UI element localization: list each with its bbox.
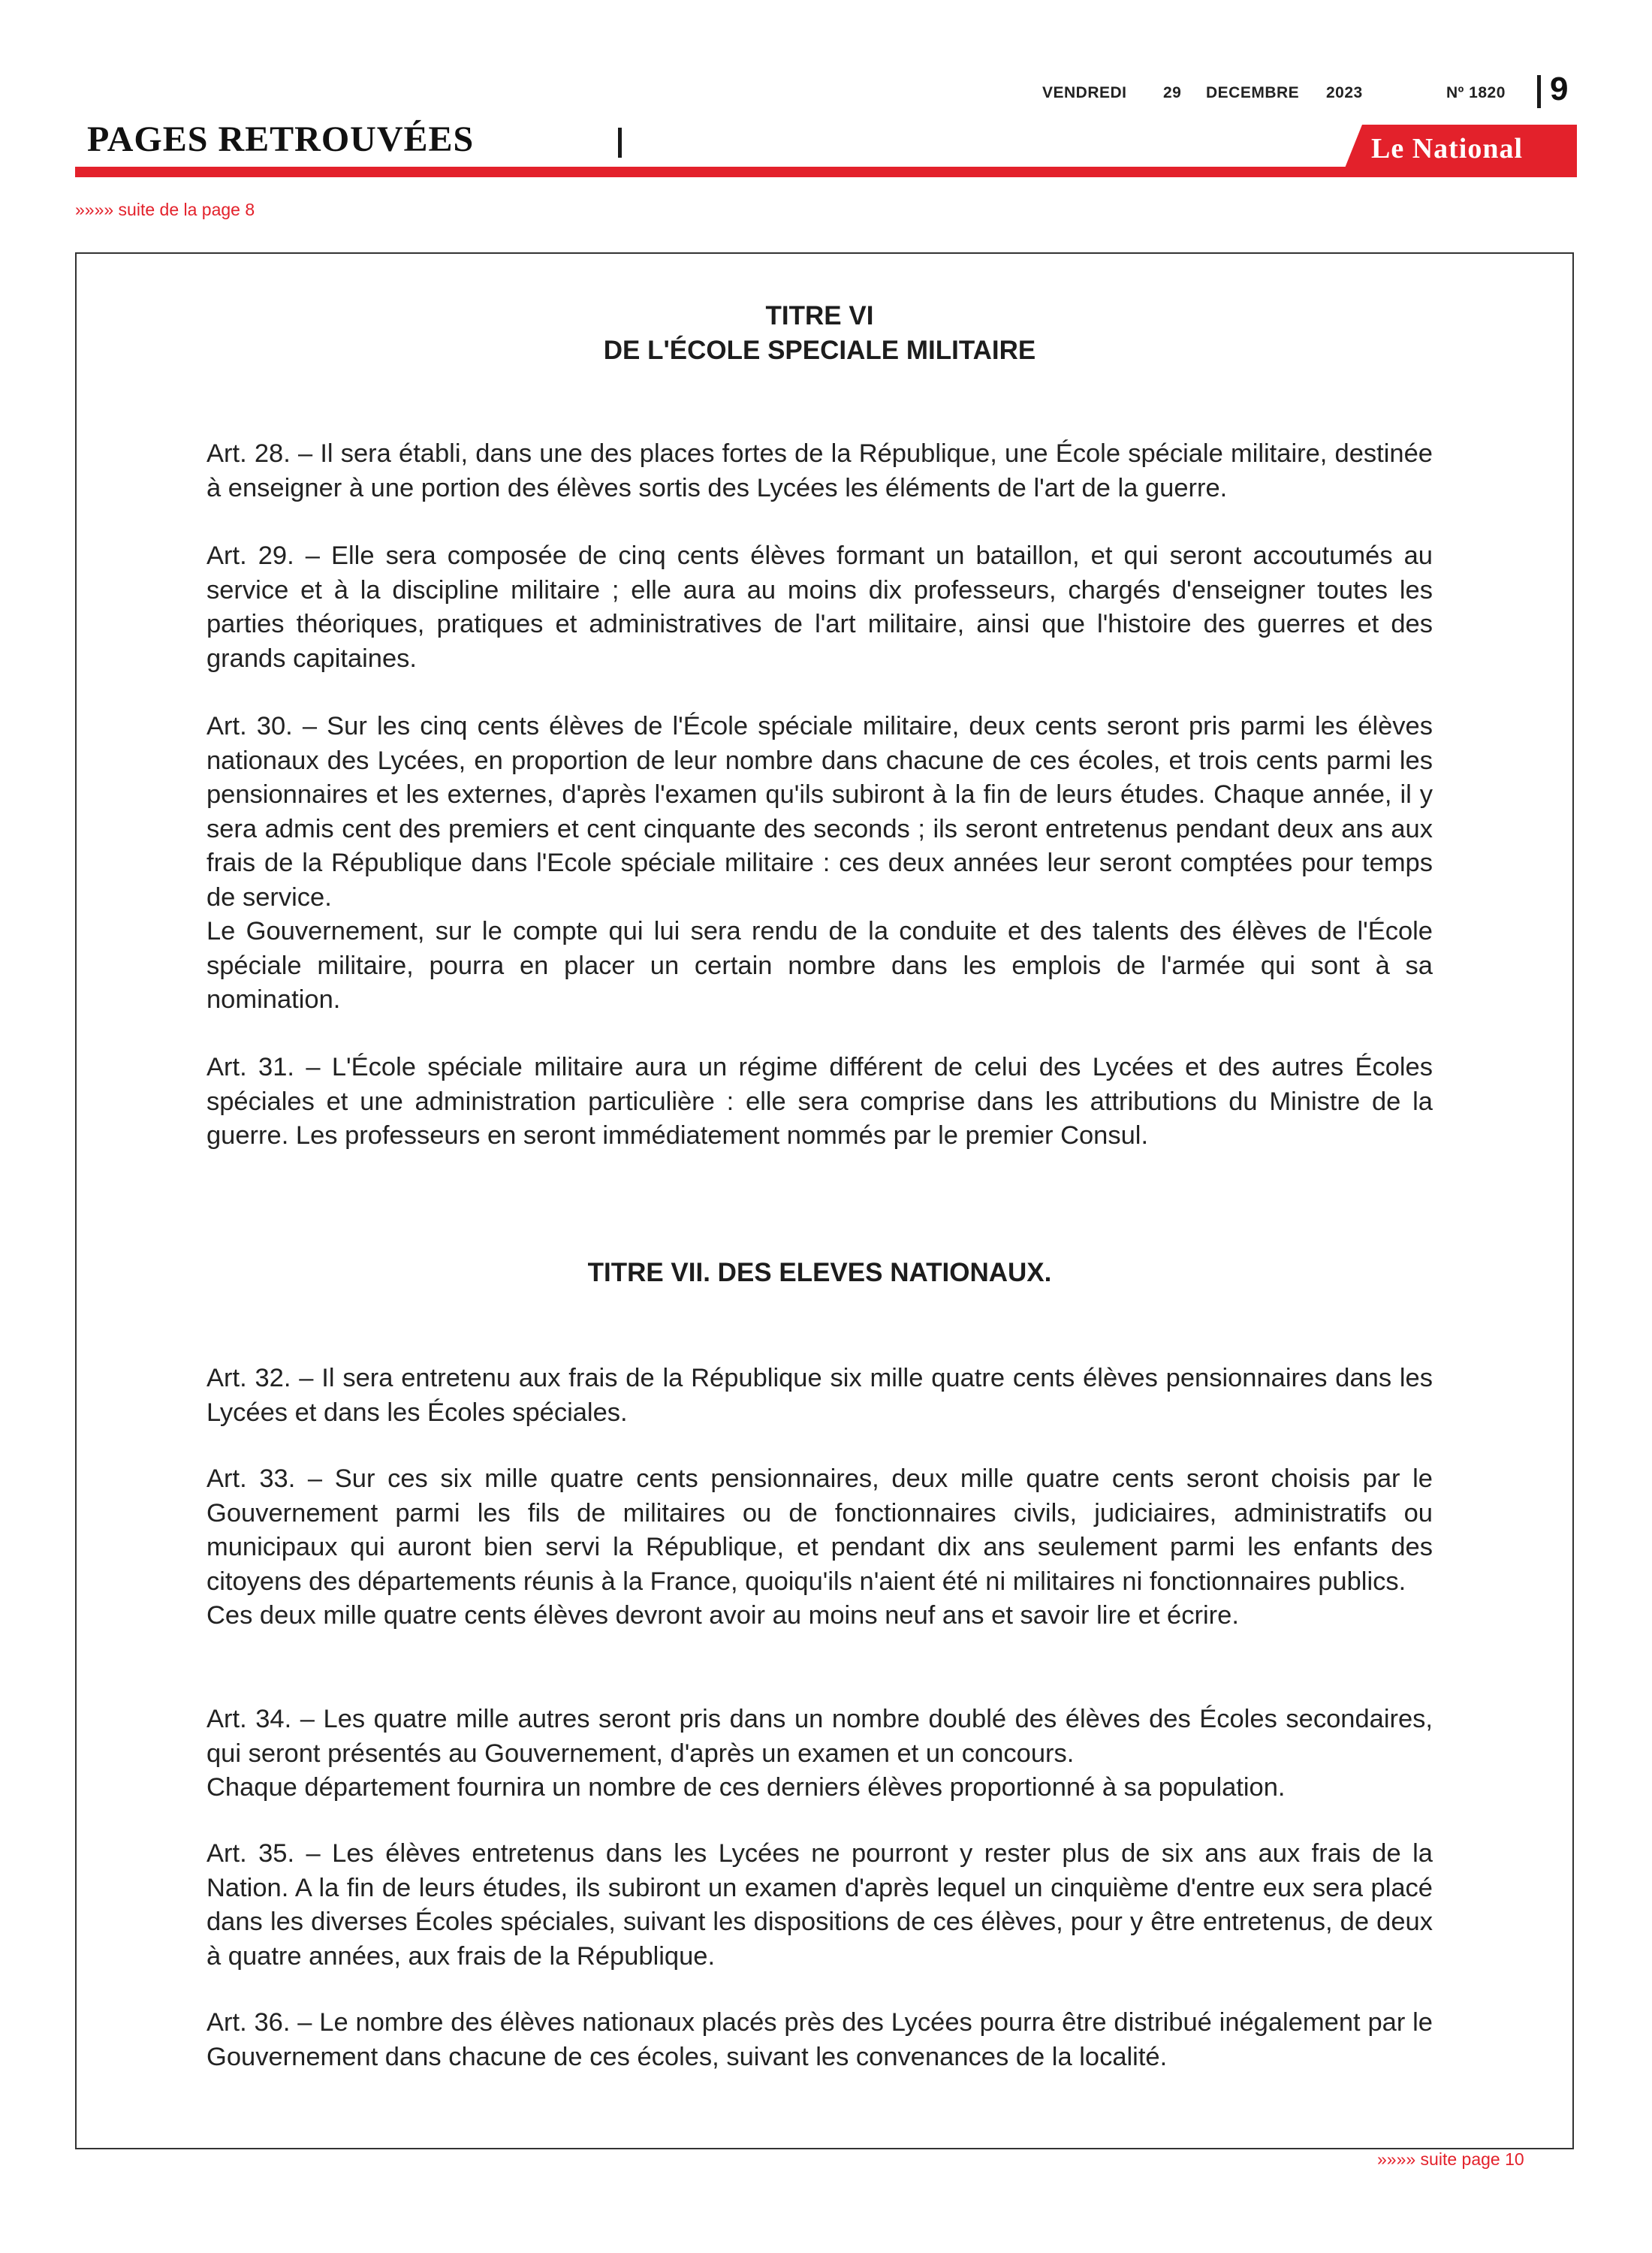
titre-vi-line-1: TITRE VI — [765, 301, 874, 330]
article-35 — [206, 1837, 1433, 1974]
article-36 — [206, 2006, 1433, 2074]
date-number: 29 — [1163, 84, 1182, 101]
article-30 — [206, 710, 1433, 1018]
continued-from: »»»» suite de la page 8 — [75, 200, 255, 219]
page-number-divider — [1537, 75, 1541, 108]
article-paragraph: Chaque département fournira un nombre de ces derniers élèves proportionné à sa population. — [206, 1773, 1286, 1802]
continued-to: »»»» suite page 10 — [1377, 2149, 1524, 2169]
article-paragraph: Art. 32. – Il sera entretenu aux frais de la République six mille quatre cents élèves pensionnaires dans les Lycées et dans les Écoles spéciales. — [206, 1364, 1433, 1427]
article-31 — [206, 1051, 1433, 1154]
article-paragraph: Art. 29. – Elle sera composée de cinq cents élèves formant un bataillon, et qui seront accoutumés au service et à la discipline militaire ; elle aura au moins dix professeurs, chargés d'enseigner toutes les parties théoriques, pratiques et administratives de l'art militaire, ainsi que l'histoire des guerres et des grands capitaines. — [206, 541, 1433, 673]
article-29 — [206, 539, 1433, 676]
issue-number: Nº 1820 — [1446, 84, 1506, 101]
article-paragraph: Ces deux mille quatre cents élèves devront avoir au moins neuf ans et savoir lire et écrire. — [206, 1601, 1239, 1630]
article-paragraph: Le Gouvernement, sur le compte qui lui sera rendu de la conduite et des talents des élèves de l'École spéciale militaire, pourra en placer un certain nombre dans les emplois de l'armée qui sont à sa nomination. — [206, 917, 1433, 1014]
date-day: VENDREDI — [1042, 84, 1127, 101]
page-number: 9 — [1550, 71, 1569, 107]
article-paragraph: Art. 28. – Il sera établi, dans une des places fortes de la République, une École spéciale militaire, destinée à enseigner à une portion des élèves sortis des Lycées les éléments de l'art de la guerre. — [206, 439, 1433, 502]
article-paragraph: Art. 30. – Sur les cinq cents élèves de l'École spéciale militaire, deux cents seront pris parmi les élèves nationaux des Lycées, en proportion de leur nombre dans chacune de ces écoles, et trois cents parmi les pensionnaires et les externes, d'après l'examen qu'ils subiront à la fin de leurs études. Chaque année, il y sera admis cent des premiers et cent cinquante des seconds ; ils seront entretenus pendant deux ans aux frais de la République dans l'Ecole spéciale militaire : ces deux années leur seront comptées pour temps de service. — [206, 712, 1433, 912]
article-28 — [206, 437, 1433, 505]
titre-vii-heading — [206, 1256, 1433, 1290]
article-32 — [206, 1362, 1433, 1430]
brand-name: Le National — [1371, 133, 1524, 164]
article-paragraph: Art. 31. – L'École spéciale militaire aura un régime différent de celui des Lycées et des autres Écoles spéciales et une administration particulière : elle sera comprise dans les attributions du Ministre de la guerre. Les professeurs en seront immédiatement nommés par le premier Consul. — [206, 1053, 1433, 1150]
article-paragraph: Art. 36. – Le nombre des élèves nationaux placés près des Lycées pourra être distribué inégalement par le Gouvernement dans chacune de ces écoles, suivant les convenances de la localité. — [206, 2008, 1433, 2071]
section-title: PAGES RETROUVÉES — [87, 119, 475, 159]
date-month: DECEMBRE — [1206, 84, 1300, 101]
article-34 — [206, 1703, 1433, 1805]
titre-vii-line-1: TITRE VII. DES ELEVES NATIONAUX. — [587, 1258, 1052, 1287]
article-paragraph: Art. 35. – Les élèves entretenus dans les Lycées ne pourront y rester plus de six ans aux frais de la Nation. A la fin de leurs études, ils subiront un examen d'après lequel un cinquième d'entre eux sera placé dans les diverses Écoles spéciales, suivant les dispositions de ces élèves, pour y être entretenus, de deux à quatre années, aux frais de la République. — [206, 1839, 1433, 1971]
titre-vi-line-2: DE L'ÉCOLE SPECIALE MILITAIRE — [603, 336, 1036, 365]
section-title-divider — [618, 128, 622, 158]
titre-vi-heading — [206, 299, 1433, 368]
article-33 — [206, 1462, 1433, 1633]
date-year: 2023 — [1326, 84, 1363, 101]
article-paragraph: Art. 33. – Sur ces six mille quatre cents pensionnaires, deux mille quatre cents seront choisis par le Gouvernement parmi les fils de militaires ou de fonctionnaires civils, judiciaires, administratifs ou municipaux qui auront bien servi la République, et pendant dix ans seulement parmi les enfants des citoyens des départements réunis à la France, quoiqu'ils n'aient été ni militaires ni fonctionnaires publics. — [206, 1464, 1433, 1596]
article-paragraph: Art. 34. – Les quatre mille autres seront pris dans un nombre doublé des élèves des Écoles secondaires, qui seront présentés au Gouvernement, d'après un examen et un concours. — [206, 1705, 1433, 1768]
